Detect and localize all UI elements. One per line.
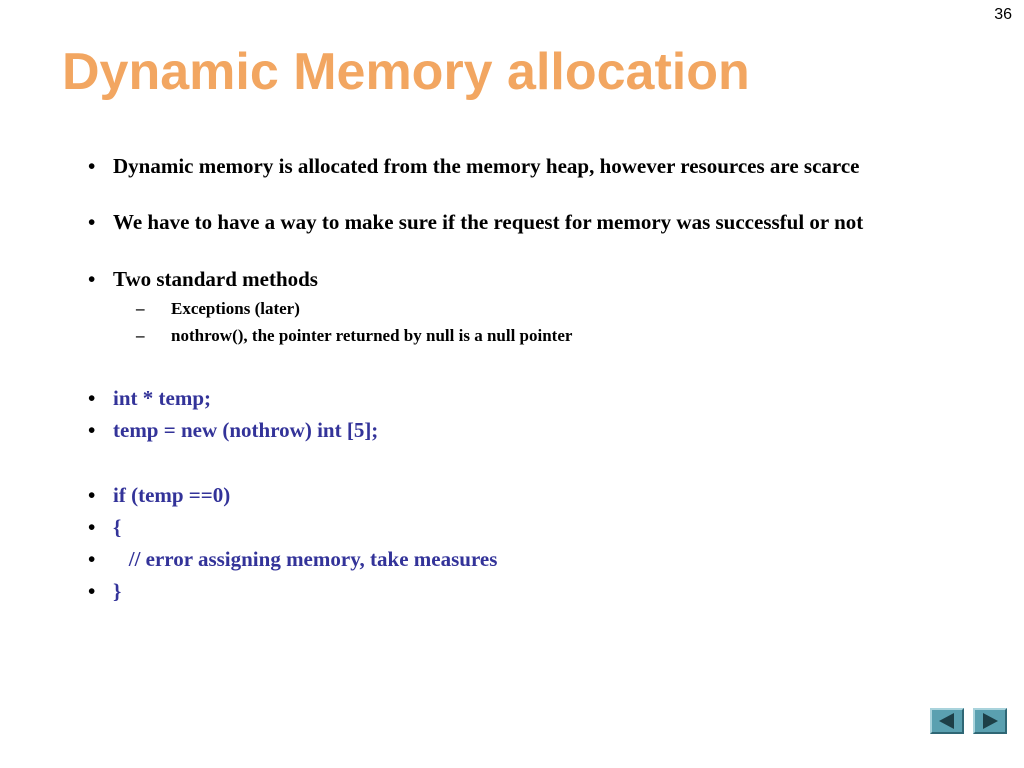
code-text: // error assigning memory, take measures <box>113 547 498 571</box>
code-line <box>88 514 998 540</box>
sub-bullet-item <box>136 298 996 320</box>
sub-bullet-dash: – <box>136 326 145 345</box>
bullet-symbol: • <box>88 386 96 410</box>
sub-bullet-dash: – <box>136 299 145 318</box>
code-text: if (temp ==0) <box>113 483 231 507</box>
bullet-item <box>88 209 998 235</box>
bullet-symbol: • <box>88 579 96 603</box>
bullet-symbol: • <box>88 154 96 178</box>
page-number: 36 <box>994 6 1012 23</box>
sub-bullet-text: nothrow(), the pointer returned by null is a null pointer <box>171 326 573 345</box>
bullet-symbol: • <box>88 547 96 571</box>
code-line <box>88 482 998 508</box>
code-line <box>88 417 998 443</box>
previous-slide-button[interactable] <box>930 708 964 734</box>
slide-title: Dynamic Memory allocation <box>62 43 750 101</box>
sub-bullet-text: Exceptions (later) <box>171 299 300 318</box>
bullet-text: Dynamic memory is allocated from the memory heap, however resources are scarce <box>113 154 860 178</box>
code-text: } <box>113 579 122 603</box>
triangle-left-icon <box>932 710 962 732</box>
slide-navigation <box>930 708 1008 734</box>
code-text: int * temp; <box>113 386 211 410</box>
bullet-item <box>88 153 998 179</box>
triangle-right-icon <box>975 710 1005 732</box>
next-slide-button[interactable] <box>973 708 1007 734</box>
bullet-item <box>88 266 998 292</box>
bullet-symbol: • <box>88 483 96 507</box>
bullet-symbol: • <box>88 418 96 442</box>
sub-bullet-item <box>136 325 996 347</box>
code-line <box>88 546 998 572</box>
bullet-text: Two standard methods <box>113 267 318 291</box>
code-text: temp = new (nothrow) int [5]; <box>113 418 379 442</box>
bullet-symbol: • <box>88 210 96 234</box>
bullet-text: We have to have a way to make sure if the request for memory was successful or not <box>113 210 864 234</box>
code-line <box>88 578 998 604</box>
code-text: { <box>113 515 122 539</box>
code-line <box>88 385 998 411</box>
bullet-symbol: • <box>88 267 96 291</box>
bullet-symbol: • <box>88 515 96 539</box>
